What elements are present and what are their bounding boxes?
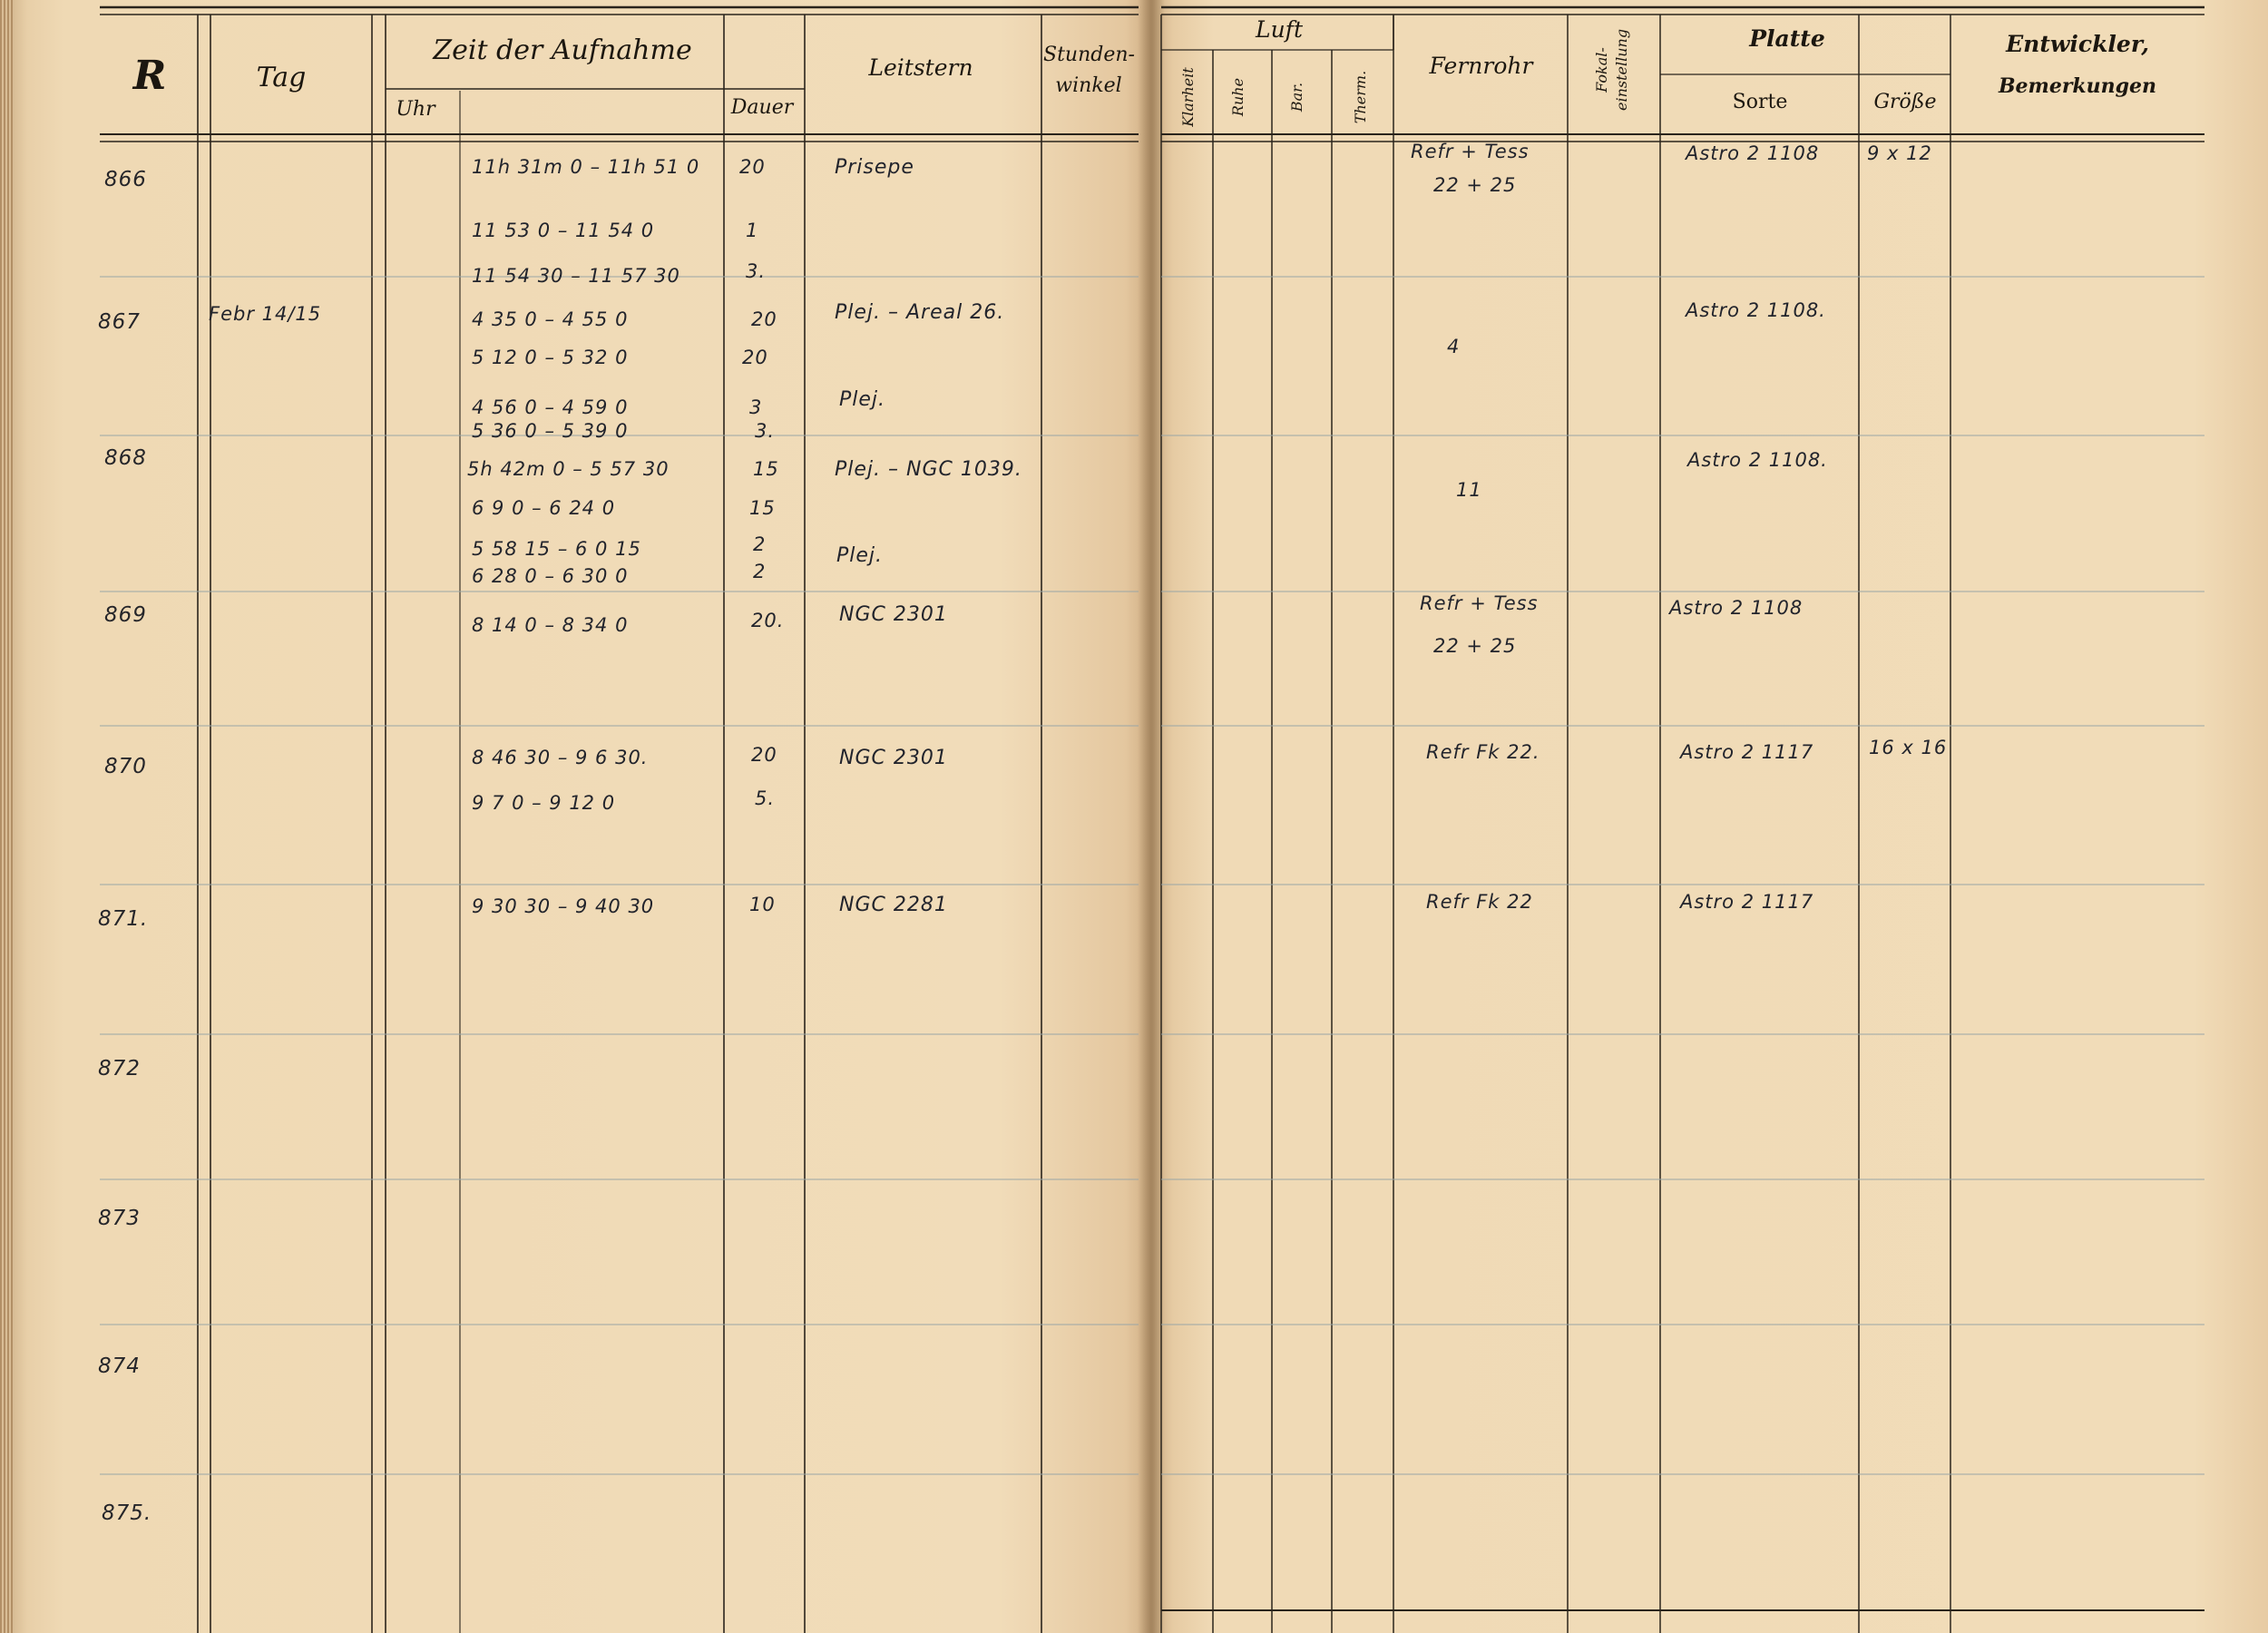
row-868-fernrohr: 11: [1456, 479, 1482, 501]
row-870-groesse: 16 x 16: [1869, 737, 1948, 758]
header-fokal-line2: einstellung: [1613, 28, 1630, 111]
row-866-dauer-2: 1: [746, 220, 759, 241]
row-867-time-4: 5 36 0 – 5 39 0: [472, 420, 629, 442]
row-871-leitstern: NGC 2281: [839, 894, 948, 916]
row-867-dauer-4: 3.: [755, 420, 776, 442]
header-ruhe: Ruhe: [1229, 77, 1246, 117]
row-870-time-2: 9 7 0 – 9 12 0: [472, 792, 616, 814]
row-869-fernrohr-1: Refr + Tess: [1420, 592, 1539, 614]
row-866-time-2: 11 53 0 – 11 54 0: [472, 220, 655, 241]
row-868-time-2: 6 9 0 – 6 24 0: [472, 497, 616, 519]
header-uhr: Uhr: [396, 98, 435, 121]
header-klarheit: Klarheit: [1179, 67, 1197, 127]
row-869-sorte: Astro 2 1108: [1669, 597, 1804, 619]
row-866-number: 866: [104, 168, 147, 191]
row-867-time-2: 5 12 0 – 5 32 0: [472, 347, 629, 368]
header-stundenwinkel-line1: Stunden-: [1043, 44, 1135, 66]
row-869-fernrohr-2: 22 + 25: [1433, 635, 1517, 657]
row-869-dauer-1: 20.: [751, 610, 785, 631]
row-867-leitstern-1: Plej. – Areal 26.: [835, 301, 1005, 324]
header-entwickler: Entwickler,: [2006, 31, 2149, 57]
header-fernrohr: Fernrohr: [1429, 53, 1533, 79]
row-866-fernrohr-2: 22 + 25: [1433, 174, 1517, 196]
row-874-number: 874: [98, 1354, 141, 1378]
header-groesse: Größe: [1873, 91, 1937, 113]
row-869-time-1: 8 14 0 – 8 34 0: [472, 614, 629, 636]
row-871-time-1: 9 30 30 – 9 40 30: [472, 895, 655, 917]
row-873-number: 873: [98, 1207, 141, 1230]
row-871-sorte: Astro 2 1117: [1680, 891, 1814, 913]
row-868-time-1: 5h 42m 0 – 5 57 30: [467, 458, 670, 480]
row-868-leitstern-1: Plej. – NGC 1039.: [835, 458, 1022, 481]
header-dauer: Dauer: [730, 96, 794, 119]
row-870-time-1: 8 46 30 – 9 6 30.: [472, 747, 649, 768]
row-866-dauer-1: 20: [739, 156, 766, 178]
row-867-fernrohr: 4: [1447, 336, 1461, 357]
header-bemerkungen: Bemerkungen: [1998, 74, 2157, 98]
row-867-number: 867: [98, 310, 141, 334]
row-866-dauer-3: 3.: [746, 260, 767, 282]
row-867-tag: Febr 14/15: [209, 303, 322, 325]
header-therm: Therm.: [1352, 70, 1369, 124]
row-869-number: 869: [104, 603, 147, 627]
row-867-time-3: 4 56 0 – 4 59 0: [472, 396, 629, 418]
row-867-leitstern-2: Plej.: [839, 388, 886, 411]
row-868-time-4: 6 28 0 – 6 30 0: [472, 565, 629, 587]
header-leitstern: Leitstern: [868, 54, 973, 81]
row-870-sorte: Astro 2 1117: [1680, 741, 1814, 763]
row-870-dauer-2: 5.: [755, 787, 776, 809]
row-870-dauer-1: 20: [751, 744, 777, 766]
header-zeit-der-aufnahme: Zeit der Aufnahme: [433, 34, 692, 66]
row-866-fernrohr-1: Refr + Tess: [1411, 141, 1530, 162]
row-868-leitstern-2: Plej.: [836, 544, 884, 567]
row-871-number: 871.: [98, 907, 149, 931]
row-866-time-1: 11h 31m 0 – 11h 51 0: [472, 156, 700, 178]
row-870-number: 870: [104, 755, 147, 778]
row-868-sorte: Astro 2 1108.: [1687, 449, 1828, 471]
row-866-groesse: 9 x 12: [1867, 142, 1932, 164]
header-stundenwinkel-line2: winkel: [1055, 74, 1122, 97]
header-sorte: Sorte: [1732, 91, 1788, 113]
row-867-sorte: Astro 2 1108.: [1686, 299, 1826, 321]
row-868-dauer-3: 2: [753, 533, 767, 555]
row-868-dauer-4: 2: [753, 561, 767, 582]
row-868-time-3: 5 58 15 – 6 0 15: [472, 538, 641, 560]
row-867-dauer-2: 20: [742, 347, 768, 368]
row-868-dauer-2: 15: [749, 497, 776, 519]
row-867-dauer-3: 3: [749, 396, 763, 418]
header-tag: Tag: [256, 62, 307, 93]
row-870-leitstern: NGC 2301: [839, 747, 948, 769]
row-871-fernrohr: Refr Fk 22: [1426, 891, 1533, 913]
row-866-leitstern: Prisepe: [835, 156, 914, 179]
row-867-dauer-1: 20: [751, 308, 777, 330]
row-866-time-3: 11 54 30 – 11 57 30: [472, 265, 680, 287]
row-875-number: 875.: [102, 1501, 152, 1525]
row-870-fernrohr: Refr Fk 22.: [1426, 741, 1540, 763]
row-868-dauer-1: 15: [753, 458, 779, 480]
row-868-number: 868: [104, 446, 147, 470]
row-867-time-1: 4 35 0 – 4 55 0: [472, 308, 629, 330]
header-bar: Bar.: [1288, 82, 1305, 112]
row-872-number: 872: [98, 1057, 141, 1081]
row-866-sorte: Astro 2 1108: [1686, 142, 1820, 164]
header-fokal-line1: Fokal-: [1593, 47, 1610, 93]
header-luft: Luft: [1255, 16, 1303, 43]
header-platte: Platte: [1749, 25, 1825, 52]
header-r: R: [132, 53, 167, 99]
row-869-leitstern: NGC 2301: [839, 603, 948, 626]
row-871-dauer-1: 10: [749, 894, 776, 915]
